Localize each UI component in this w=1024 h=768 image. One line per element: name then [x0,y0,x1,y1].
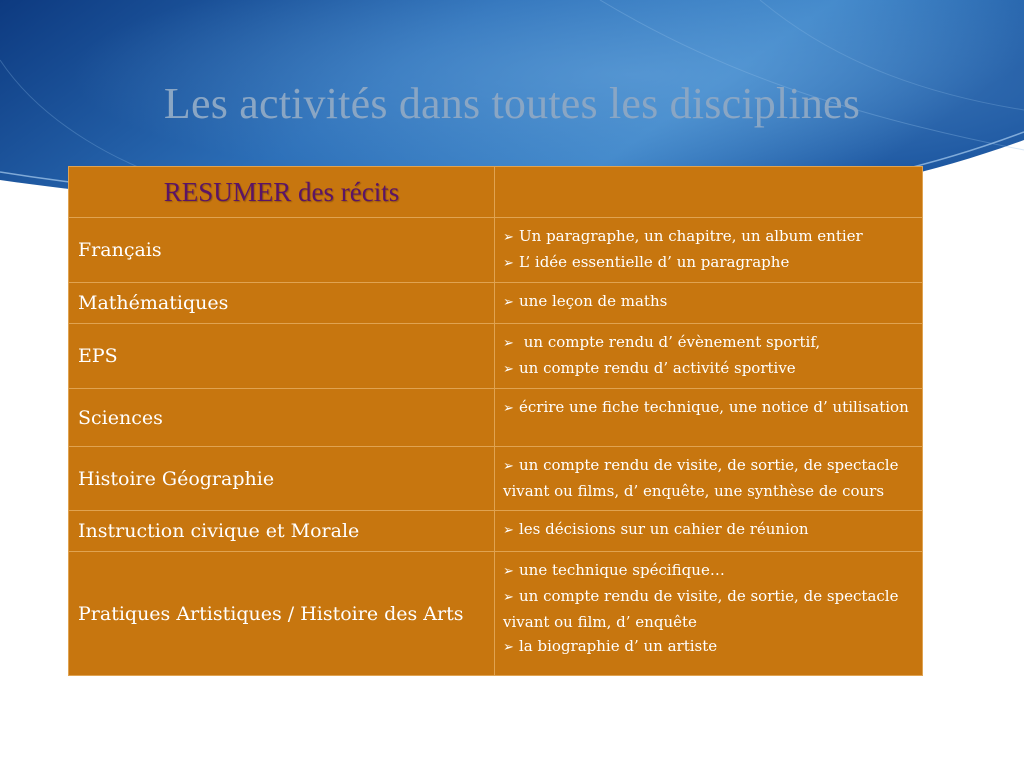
subject-cell: EPS [69,324,495,389]
list-item: ➢ écrire une fiche technique, une notice d’ utilisation [503,395,916,421]
arrowhead-bullet-icon: ➢ [503,590,514,605]
activities-cell [495,447,923,511]
slide-title: Les activités dans toutes les disciplines [163,79,861,128]
subject-cell: Histoire Géographie [69,447,495,511]
table-row [69,511,923,552]
table-row [69,218,923,283]
activities-cell [495,218,923,283]
table-row [69,552,923,676]
arrowhead-bullet-icon: ➢ [503,401,514,416]
subject-cell: Français [69,218,495,283]
list-item: ➢ un compte rendu de visite, de sortie, de spectacle vivant ou film, d’ enquête [503,587,899,631]
subject-cell: Mathématiques [69,283,495,324]
list-item: ➢ un compte rendu d’ activité sportive [503,356,916,382]
arrowhead-bullet-icon: ➢ [503,230,514,245]
table-row [69,447,923,511]
activities-cell [495,283,923,324]
subject-cell: Sciences [69,389,495,447]
arrowhead-bullet-icon: ➢ [503,295,514,310]
activities-cell [495,552,923,676]
arrowhead-bullet-icon: ➢ [503,336,514,351]
arrowhead-bullet-icon: ➢ [503,256,514,271]
arrowhead-bullet-icon: ➢ [503,362,514,377]
list-item: ➢ une leçon de maths [503,289,916,315]
arrowhead-bullet-icon: ➢ [503,564,514,579]
arrowhead-bullet-icon: ➢ [503,459,514,474]
table-row [69,283,923,324]
list-item: ➢ une technique spécifique… [503,558,916,584]
list-item: ➢ L’ idée essentielle d’ un paragraphe [503,250,916,276]
list-item: ➢ les décisions sur un cahier de réunion [503,517,916,543]
subject-cell: Instruction civique et Morale [69,511,495,552]
list-item: ➢ la biographie d’ un artiste [503,634,916,660]
table-header-empty-cell [495,167,923,218]
list-item: ➢ un compte rendu d’ évènement sportif, [503,330,916,356]
table-header-row [69,167,923,218]
table-row [69,389,923,447]
table-row [69,324,923,389]
activities-cell [495,324,923,389]
table-header-cell: RESUMER des récits [69,167,495,218]
list-item: ➢ un compte rendu de visite, de sortie, de spectacle vivant ou films, d’ enquête, une synthèse de cours [503,456,899,500]
arrowhead-bullet-icon: ➢ [503,523,514,538]
activities-table [68,166,923,676]
list-item: ➢ Un paragraphe, un chapitre, un album entier [503,224,916,250]
subject-cell: Pratiques Artistiques / Histoire des Arts [69,552,495,676]
activities-cell [495,389,923,447]
arrowhead-bullet-icon: ➢ [503,640,514,655]
activities-cell [495,511,923,552]
